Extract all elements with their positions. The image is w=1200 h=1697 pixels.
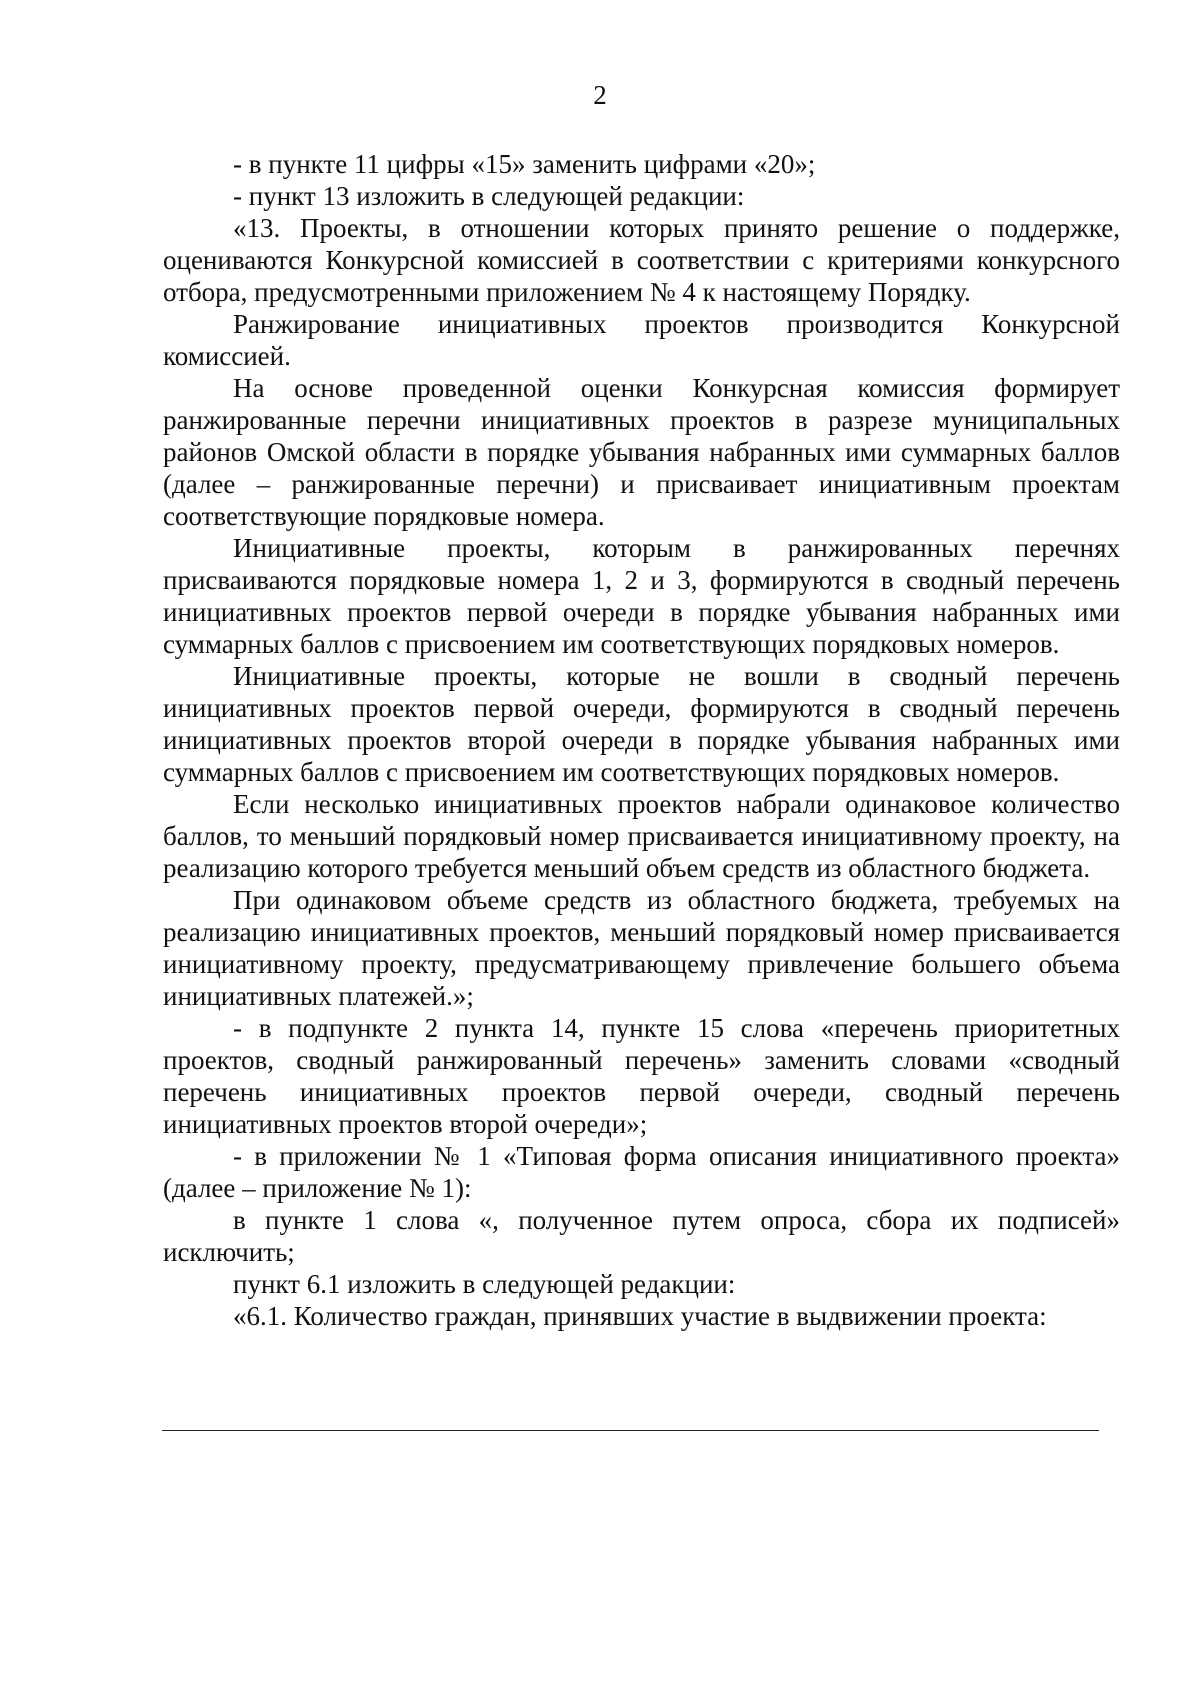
- paragraph-equal-funding: При одинаковом объеме средств из областного бюджета, требуемых на реализацию инициативных проектов, меньший порядковый номер присваивается инициативному проекту, предусматривающему привлечение большего объема инициативных платежей.»;: [163, 885, 1120, 1011]
- paragraph-equal-points: Если несколько инициативных проектов набрали одинаковое количество баллов, то меньший порядковый номер присваивается инициативному проекту, на реализацию которого требуется меньший объем средств из областного бюджета.: [163, 789, 1120, 883]
- blank-fill-line: [162, 1430, 1099, 1431]
- paragraph-first-queue: Инициативные проекты, которым в ранжированных перечнях присваиваются порядковые номера 1, 2 и 3, формируются в сводный перечень инициативных проектов первой очереди в порядке убывания набранных ими суммарных баллов с присвоением им соответствующих порядковых номеров.: [163, 533, 1120, 659]
- paragraph-item-13-text: «13. Проекты, в отношении которых принято решение о поддержке, оцениваются Конкурсной комиссией в соответствии с критериями конкурсного отбора, предусмотренными приложением № 4 к настоящему Порядку.: [163, 213, 1120, 307]
- page-number: 2: [593, 80, 607, 110]
- paragraph-item-11: - в пункте 11 цифры «15» заменить цифрами «20»;: [233, 149, 816, 179]
- paragraph-item-6-1-text: «6.1. Количество граждан, принявших участие в выдвижении проекта:: [233, 1301, 1047, 1331]
- paragraph-item-13-intro: - пункт 13 изложить в следующей редакции:: [233, 181, 745, 211]
- paragraph-appendix-1-item-1: в пункте 1 слова «, полученное путем опроса, сбора их подписей» исключить;: [163, 1205, 1120, 1267]
- paragraph-ranked-lists: На основе проведенной оценки Конкурсная комиссия формирует ранжированные перечни инициативных проектов в разрезе муниципальных районов Омской области в порядке убывания набранных ими суммарных баллов (далее – ранжированные перечни) и присваивает инициативным проектам соответствующие порядковые номера.: [163, 373, 1120, 531]
- paragraph-appendix-1: - в приложении № 1 «Типовая форма описания инициативного проекта» (далее – приложение № 1):: [163, 1141, 1120, 1203]
- paragraph-items-14-15: - в подпункте 2 пункта 14, пункте 15 слова «перечень приоритетных проектов, сводный ранжированный перечень» заменить словами «сводный перечень инициативных проектов первой очереди, сводный перечень инициативных проектов второй очереди»;: [163, 1013, 1120, 1139]
- paragraph-second-queue: Инициативные проекты, которые не вошли в сводный перечень инициативных проектов первой очереди, формируются в сводный перечень инициативных проектов второй очереди в порядке убывания набранных ими суммарных баллов с присвоением им соответствующих порядковых номеров.: [163, 661, 1120, 787]
- paragraph-item-6-1-intro: пункт 6.1 изложить в следующей редакции:: [233, 1269, 736, 1299]
- document-body: [163, 148, 1120, 1332]
- paragraph-ranking: Ранжирование инициативных проектов производится Конкурсной комиссией.: [163, 309, 1120, 371]
